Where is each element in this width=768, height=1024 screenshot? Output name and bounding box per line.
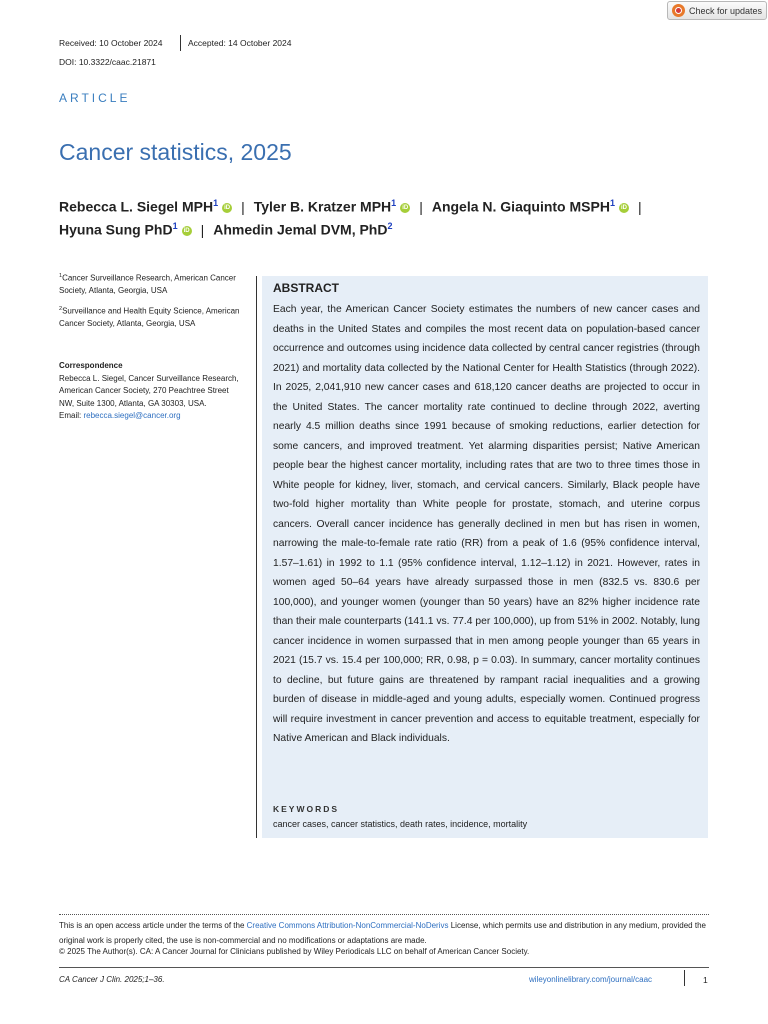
author-line-1	[59, 198, 651, 215]
footer-rule	[59, 967, 709, 968]
article-type-label: ARTICLE	[59, 91, 131, 105]
author-separator: |	[200, 221, 205, 238]
abstract-body: Each year, the American Cancer Society estimates the numbers of new cancer cases and deaths in the United States and compiles the most recent data on population-based cancer occurrence and outcomes using incidence data collected by central cancer registries (through 2021) and mortality data collected by the National Center for Health Statistics (through 2022). In 2025, 2,041,910 new cancer cases and 618,120 cancer deaths are projected to occur in the United States. The cancer mortality rate continued to decline through 2022, averting nearly 4.5 million deaths since 1991 because of smoking reductions, earlier detection for some cancers, and improved treatment. Yet alarming disparities persist; Native American people bear the highest cancer mortality, including rates that are two to three times those in White people for kidney, liver, stomach, and cervical cancers. Similarly, Black people have two-fold higher mortality than White people for prostate, stomach, and uterine corpus cancers. Overall cancer incidence has generally declined in men but has risen in women, narrowing the male-to-female rate ratio (RR) from a peak of 1.6 (95% confidence interval, 1.57–1.61) in 1992 to 1.1 (95% confidence interval, 1.12–1.12) in 2021. However, rates in women aged 50–64 years have already surpassed those in men (832.5 vs. 830.6 per 100,000), and younger women (younger than 50 years) have an 82% higher incidence rate than their male counterparts (141.1 vs. 77.4 per 100,000), up from 51% in 2002. Notably, lung cancer incidence in women surpassed that in men among people younger than 65 years in 2021 (15.7 vs. 15.4 per 100,000; RR, 0.98, p = 0.03). In summary, cancer mortality continues to decline, but future gains are threatened by rampant racial inequalities and a growing burden of disease in middle-aged and young adults, especially women. Continued progress will require investment in cancer prevention and access to equitable treatment, especially for Native American and Black individuals.	[273, 304, 700, 744]
email-link[interactable]: rebecca.siegel@cancer.org	[83, 411, 181, 420]
license-notice	[59, 919, 711, 948]
affiliation-1	[59, 270, 244, 298]
author-affil-marker: 1	[609, 198, 615, 208]
crossmark-icon	[672, 4, 685, 17]
doi: DOI: 10.3322/caac.21871	[59, 57, 156, 67]
journal-url-link[interactable]: wileyonlinelibrary.com/journal/caac	[529, 975, 653, 984]
page-number-divider	[684, 970, 685, 986]
affiliation-2	[59, 303, 244, 331]
author-name[interactable]: Ahmedin Jemal DVM, PhD	[213, 221, 388, 238]
affiliation-text: Surveillance and Health Equity Science, American Cancer Society, Atlanta, Georgia, USA	[59, 306, 240, 329]
author-name[interactable]: Hyuna Sung PhD	[59, 221, 173, 238]
meta-divider	[180, 35, 181, 51]
check-for-updates-button[interactable]	[667, 1, 767, 20]
keywords-heading: KEYWORDS	[273, 804, 340, 814]
license-text-post: License, which permits use and distribution in any medium, provided the original work is properly cited, the use is non-commercial and no modifications or adaptations are made.	[59, 921, 706, 945]
abstract-left-rule	[256, 276, 257, 838]
abstract-heading: ABSTRACT	[273, 281, 339, 295]
author-name[interactable]: Angela N. Giaquinto MSPH	[431, 198, 610, 215]
author-separator: |	[637, 198, 642, 215]
orcid-icon[interactable]: iD	[224, 204, 231, 211]
orcid-icon[interactable]: iD	[402, 204, 409, 211]
check-for-updates-label: Check for updates	[689, 5, 763, 16]
correspondence-email-line	[59, 410, 244, 423]
license-link[interactable]: Creative Commons Attribution-NonCommercial-NoDerivs	[246, 921, 449, 930]
copyright-notice: © 2025 The Author(s). CA: A Cancer Journal for Clinicians published by Wiley Periodicals LLC on behalf of American Cancer Society.	[59, 947, 530, 956]
author-affil-marker: 1	[172, 221, 178, 231]
correspondence-heading: Correspondence	[59, 361, 123, 370]
affiliation-text: Cancer Surveillance Research, American Cancer Society, Atlanta, Georgia, USA	[59, 273, 236, 296]
affiliation-number: 2	[59, 306, 63, 312]
article-title: Cancer statistics, 2025	[59, 139, 292, 165]
email-label: Email:	[59, 411, 82, 420]
author-name[interactable]: Rebecca L. Siegel MPH	[59, 198, 214, 215]
keywords-list: cancer cases, cancer statistics, death rates, incidence, mortality	[273, 819, 528, 829]
orcid-icon[interactable]: iD	[620, 204, 627, 211]
journal-citation: CA Cancer J Clin. 2025;1–36.	[59, 975, 165, 984]
author-separator: |	[419, 198, 423, 215]
author-affil-marker: 1	[391, 198, 397, 208]
affiliation-number: 1	[59, 273, 63, 279]
license-text-pre: This is an open access article under the terms of the	[59, 921, 247, 930]
author-affil-marker: 1	[213, 198, 219, 208]
orcid-icon[interactable]: iD	[183, 227, 190, 234]
author-separator: |	[241, 198, 245, 215]
received-date: Received: 10 October 2024	[59, 38, 163, 48]
correspondence-block	[59, 360, 244, 423]
author-line-2	[59, 221, 393, 238]
page-number: 1	[703, 975, 708, 985]
author-name[interactable]: Tyler B. Kratzer MPH	[253, 198, 392, 215]
correspondence-address: Rebecca L. Siegel, Cancer Surveillance Research, American Cancer Society, 270 Peachtree Street NW, Suite 1300, Atlanta, GA 30303, USA.	[59, 373, 239, 408]
author-affil-marker: 2	[387, 221, 393, 231]
accepted-date: Accepted: 14 October 2024	[188, 38, 292, 48]
footer-dotted-rule	[59, 914, 709, 915]
